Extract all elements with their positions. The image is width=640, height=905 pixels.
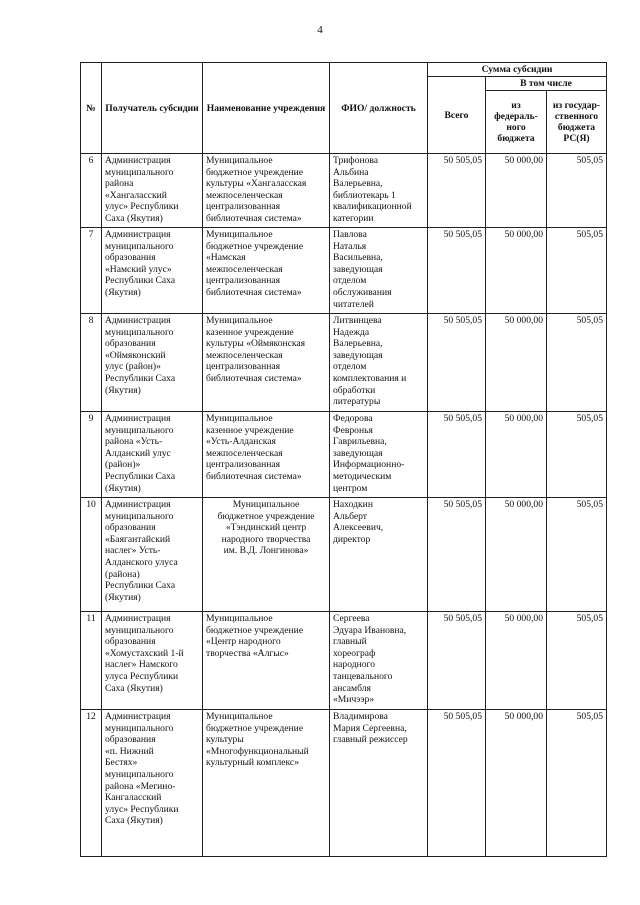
row-total: 50 505,05 <box>428 498 486 612</box>
row-fio <box>330 710 428 857</box>
table-row <box>81 412 607 498</box>
page-number: 4 <box>317 24 323 36</box>
row-recipient <box>102 710 203 857</box>
row-fio-text: Сергеева Эдуара Ивановна, главный хореограф народного танцевального ансамбля «Мичээр» <box>333 613 407 706</box>
row-fio <box>330 228 428 314</box>
row-institution <box>203 612 330 710</box>
row-num: 8 <box>81 314 102 412</box>
row-num: 10 <box>81 498 102 612</box>
subsidy-table <box>80 62 607 857</box>
row-federal: 50 000,00 <box>486 412 547 498</box>
row-fio <box>330 154 428 228</box>
row-num: 12 <box>81 710 102 857</box>
header-state: из государ-ственного бюджета РС(Я) <box>547 91 607 154</box>
row-state: 505,05 <box>547 154 607 228</box>
row-federal: 50 000,00 <box>486 710 547 857</box>
row-fio <box>330 314 428 412</box>
row-federal: 50 000,00 <box>486 154 547 228</box>
row-state: 505,05 <box>547 314 607 412</box>
row-fio <box>330 412 428 498</box>
row-state: 505,05 <box>547 228 607 314</box>
row-recipient <box>102 498 203 612</box>
row-institution <box>203 314 330 412</box>
row-fio-text: Трифонова Альбина Валерьевна, библиотекарь 1 квалификационной категории <box>333 155 412 224</box>
row-institution <box>203 710 330 857</box>
row-recipient <box>102 412 203 498</box>
row-total: 50 505,05 <box>428 154 486 228</box>
table-row <box>81 612 607 710</box>
row-recipient-text: Администрация муниципального образования «Хомустахский 1-й наслег» Намского улуса Республики Саха (Якутия) <box>105 613 184 694</box>
row-federal: 50 000,00 <box>486 314 547 412</box>
header-recipient: Получатель субсидии <box>102 63 203 154</box>
row-fio <box>330 498 428 612</box>
row-total: 50 505,05 <box>428 314 486 412</box>
row-num: 7 <box>81 228 102 314</box>
header-num: № <box>81 63 102 154</box>
table-row <box>81 710 607 857</box>
row-institution <box>203 412 330 498</box>
row-fio-text: Находкин Альберт Алексеевич, директор <box>333 499 384 545</box>
row-federal: 50 000,00 <box>486 612 547 710</box>
row-fio-text: Владимирова Мария Сергеевна, главный режиссер <box>333 711 408 746</box>
row-total: 50 505,05 <box>428 710 486 857</box>
row-state: 505,05 <box>547 412 607 498</box>
row-institution-text: Муниципальное казенное учреждение культуры «Оймяконская межпоселенческая централизованная библиотечная система» <box>206 315 306 384</box>
row-state: 505,05 <box>547 498 607 612</box>
table-row <box>81 154 607 228</box>
header-including: В том числе <box>486 77 607 91</box>
row-num: 11 <box>81 612 102 710</box>
row-recipient-text: Администрация муниципального образования «п. Нижний Бестях» муниципального района «Мегино- Кангаласский улус» Республики Саха (Якутия) <box>105 711 179 827</box>
row-recipient-text: Администрация муниципального района «Хангаласский улус» Республики Саха (Якутия) <box>105 155 179 224</box>
row-fio-text: Павлова Наталья Васильевна, заведующая отделом обслуживания читателей <box>333 229 392 310</box>
row-recipient-text: Администрация муниципального образования «Намский улус» Республики Саха (Якутия) <box>105 229 176 298</box>
header-fio: ФИО/ должность <box>330 63 428 154</box>
row-institution-text: Муниципальное бюджетное учреждение «Тэндинский центр народного творчества им. В.Д. Лонгинова» <box>217 499 315 557</box>
header-total: Всего <box>428 77 486 154</box>
table-row <box>81 498 607 612</box>
row-state: 505,05 <box>547 710 607 857</box>
row-state: 505,05 <box>547 612 607 710</box>
header-institution: Наименование учреждения <box>203 63 330 154</box>
row-institution-text: Муниципальное бюджетное учреждение культуры «Многофункциональный культурный комплекс» <box>206 711 309 769</box>
header-federal: из федераль-ного бюджета <box>486 91 547 154</box>
table-row <box>81 228 607 314</box>
row-recipient-text: Администрация муниципального образования «Баягантайский наслег» Усть- Алданского улуса (района) Республики Саха (Якутия) <box>105 499 178 603</box>
row-total: 50 505,05 <box>428 228 486 314</box>
row-institution-text: Муниципальное казенное учреждение «Усть-Алданская межпоселенческая централизованная библиотечная система» <box>206 413 302 482</box>
row-recipient <box>102 154 203 228</box>
row-total: 50 505,05 <box>428 612 486 710</box>
row-institution <box>203 228 330 314</box>
row-federal: 50 000,00 <box>486 498 547 612</box>
row-institution-text: Муниципальное бюджетное учреждение «Центр народного творчества «Алгыс» <box>206 613 304 659</box>
row-recipient <box>102 612 203 710</box>
row-num: 9 <box>81 412 102 498</box>
row-recipient <box>102 314 203 412</box>
row-fio-text: Федорова Февронья Гаврильевна, заведующая Информационно- методическим центром <box>333 413 405 494</box>
row-fio <box>330 612 428 710</box>
row-institution <box>203 498 330 612</box>
row-institution-text: Муниципальное бюджетное учреждение «Намская межпоселенческая централизованная библиотечная система» <box>206 229 304 298</box>
header-sum-group: Сумма субсидии <box>428 63 607 77</box>
row-total: 50 505,05 <box>428 412 486 498</box>
table-row <box>81 314 607 412</box>
row-recipient-text: Администрация муниципального района «Усть- Алданский улус (район)» Республики Саха (Якутия) <box>105 413 176 494</box>
row-recipient-text: Администрация муниципального образования «Оймяконский улус (район)» Республики Саха (Якутия) <box>105 315 176 396</box>
row-num: 6 <box>81 154 102 228</box>
row-recipient <box>102 228 203 314</box>
row-fio-text: Литвинцева Надежда Валерьевна, заведующая отделом комплектования и обработки литературы <box>333 315 407 408</box>
row-federal: 50 000,00 <box>486 228 547 314</box>
row-institution <box>203 154 330 228</box>
row-institution-text: Муниципальное бюджетное учреждение культуры «Хангаласская межпоселенческая централизованная библиотечная система» <box>206 155 307 224</box>
